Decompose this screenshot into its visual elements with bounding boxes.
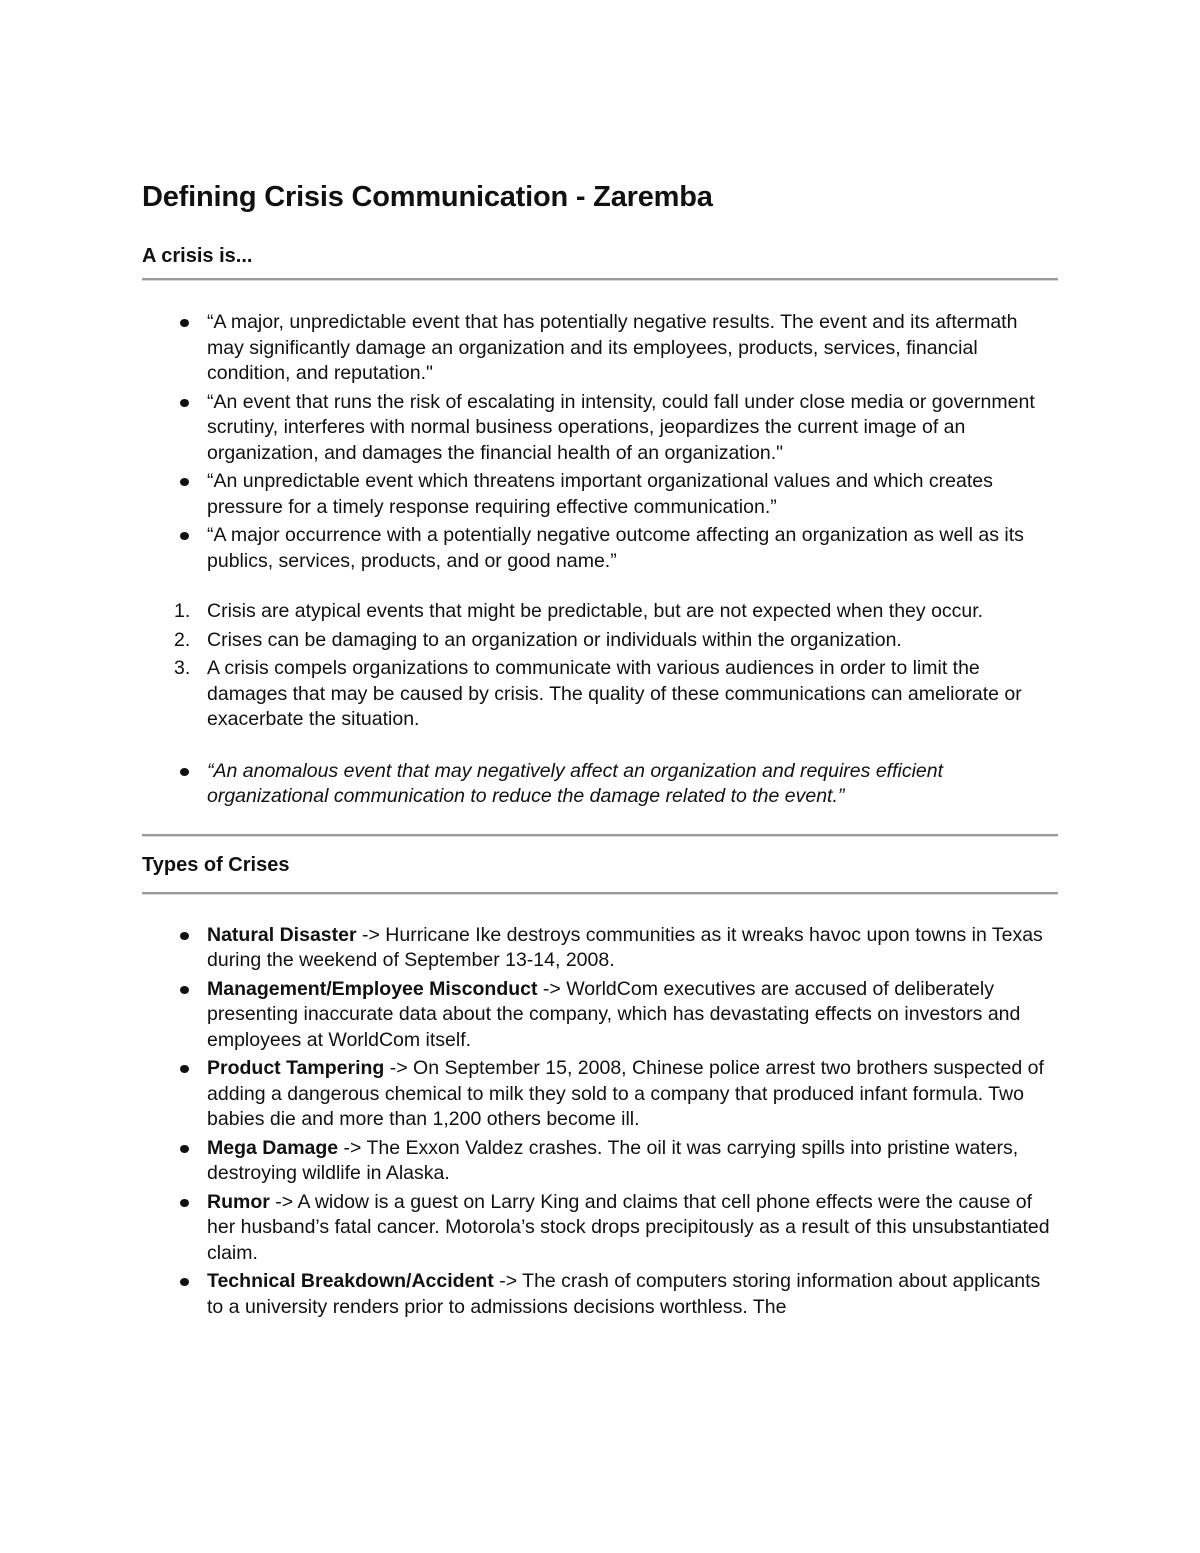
list-item [142, 1056, 1058, 1133]
crisis-types-list [142, 923, 1058, 1321]
bullet-icon [180, 932, 189, 940]
section-divider [142, 834, 1058, 837]
bullet-icon [180, 1145, 189, 1153]
crisis-type-description: -> The Exxon Valdez crashes. The oil it was carrying spills into pristine waters, destroying wildlife in Alaska. [207, 1136, 1019, 1184]
characteristic-text: Crises can be damaging to an organization or individuals within the organization. [207, 628, 902, 651]
list-item [142, 599, 1058, 625]
list-item [142, 390, 1058, 467]
definition-text: “A major, unpredictable event that has potentially negative results. The event and its aftermath may significantly damage an organization and its employees, products, services, financial condition, and reputation." [207, 311, 1018, 384]
crisis-type-description: -> A widow is a guest on Larry King and claims that cell phone effects were the cause of her husband’s fatal cancer. Motorola’s stock drops precipitously as a result of this unsubstantiated claim. [207, 1190, 1050, 1264]
bullet-icon [180, 1199, 189, 1207]
section-divider [142, 892, 1058, 895]
bullet-icon [180, 1065, 189, 1073]
definition-text: “A major occurrence with a potentially negative outcome affecting an organization as well as its publics, services, products, and or good name.” [207, 524, 1024, 572]
crisis-type-description: -> On September 15, 2008, Chinese police arrest two brothers suspected of adding a dangerous chemical to milk they sold to a company that produced infant formula. Two babies die and more than 1,200 others become ill. [207, 1057, 1044, 1130]
characteristic-text: A crisis compels organizations to communicate with various audiences in order to limit the damages that may be caused by crisis. The quality of these communications can ameliorate or exacerbate the situation. [207, 657, 1022, 730]
types-heading: Types of Crises [142, 853, 290, 876]
list-item [142, 1269, 1058, 1320]
list-item [142, 310, 1058, 387]
bullet-icon [180, 399, 189, 407]
crisis-type-term: Management/Employee Misconduct [207, 977, 538, 1000]
list-number: 2. [174, 628, 191, 651]
list-item [142, 469, 1058, 520]
bullet-icon [180, 768, 189, 776]
bullet-icon [180, 1278, 189, 1286]
crisis-type-term: Technical Breakdown/Accident [207, 1270, 494, 1292]
crisis-type-term: Natural Disaster [207, 923, 357, 946]
list-item [142, 1136, 1058, 1187]
crisis-type-term: Product Tampering [207, 1057, 385, 1079]
bullet-icon [180, 532, 189, 540]
crisis-type-description: -> Hurricane Ike destroys communities as it wreaks havoc upon towns in Texas during the weekend of September 13-14, 2008. [207, 923, 1043, 971]
section-divider [142, 278, 1058, 281]
list-number: 1. [174, 600, 191, 622]
bullet-icon [180, 986, 189, 994]
list-item [142, 523, 1058, 574]
anomalous-definition-text: “An anomalous event that may negatively affect an organization and requires efficient organizational communication to reduce the damage related to the event.” [207, 759, 944, 807]
characteristic-text: Crisis are atypical events that might be predictable, but are not expected when they occur. [207, 600, 984, 622]
list-number: 3. [174, 657, 191, 679]
list-item [142, 1190, 1058, 1267]
document-page [142, 178, 1058, 1323]
crisis-heading: A crisis is... [142, 245, 253, 267]
crisis-type-description: -> WorldCom executives are accused of deliberately presenting inaccurate data about the company, which has devastating effects on investors and employees at WorldCom itself. [207, 977, 1021, 1051]
list-item [142, 628, 1058, 654]
definition-text: “An event that runs the risk of escalating in intensity, could fall under close media or government scrutiny, interferes with normal business operations, jeopardizes the current image of an organization, and damages the financial health of an organization." [207, 390, 1035, 464]
list-item [142, 656, 1058, 733]
crisis-type-term: Rumor [207, 1190, 270, 1213]
crisis-type-term: Mega Damage [207, 1136, 339, 1159]
crisis-characteristics-list [142, 599, 1058, 733]
definition-text: “An unpredictable event which threatens important organizational values and which creates pressure for a timely response requiring effective communication.” [207, 470, 993, 518]
list-item [142, 977, 1058, 1054]
anomalous-definition-list [142, 759, 1058, 810]
list-item [142, 759, 1058, 810]
page-title: Defining Crisis Communication - Zaremba [142, 181, 713, 213]
bullet-icon [180, 319, 189, 327]
crisis-type-description: -> The crash of computers storing information about applicants to a university renders prior to admissions decisions worthless. The [207, 1270, 1041, 1318]
bullet-icon [180, 478, 189, 486]
list-item [142, 923, 1058, 974]
crisis-definitions-list [142, 310, 1058, 574]
